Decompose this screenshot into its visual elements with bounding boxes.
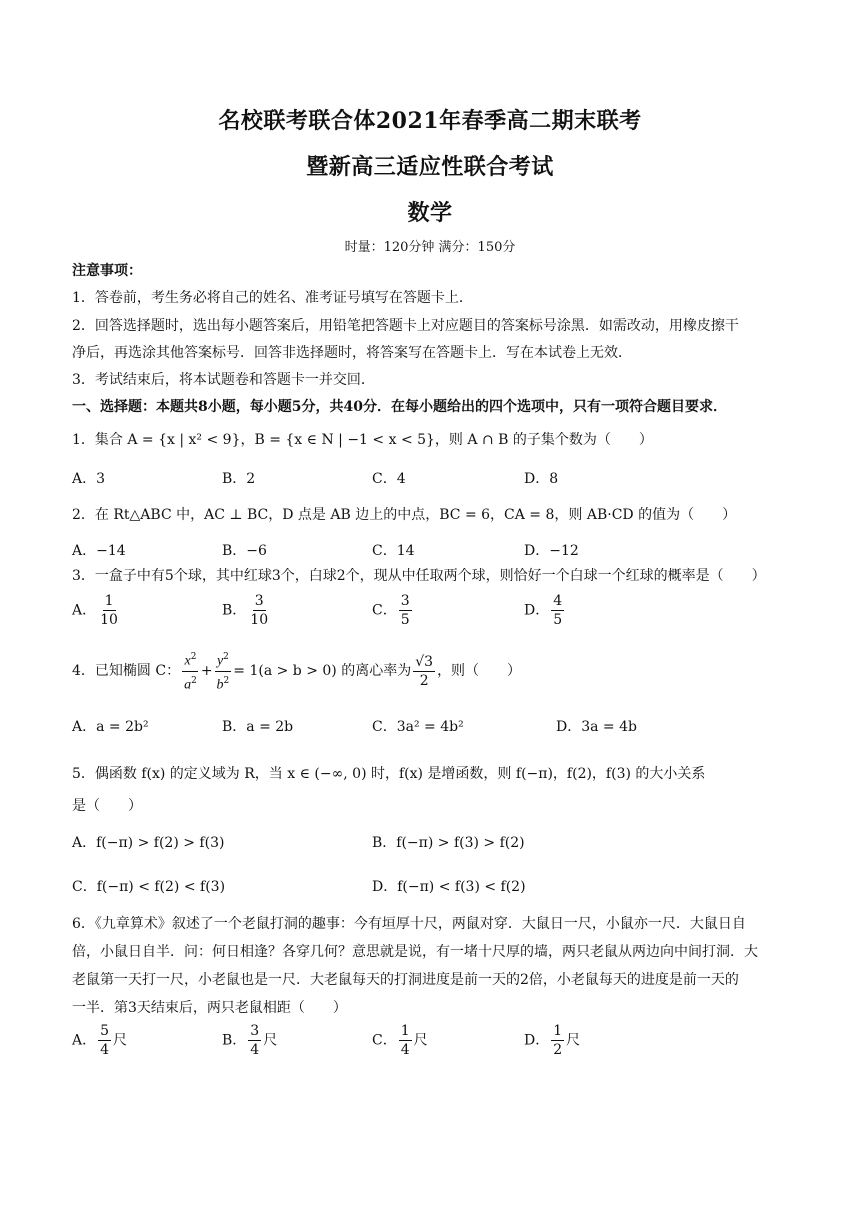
question-6-stem: 一半．第3天结束后，两只老鼠相距（ ） [72,1000,347,1016]
question-2-stem: 2．在 Rt△ABC 中，AC ⊥ BC，D 点是 AB 边上的中点，BC = 6，CA = 8，则 AB·CD 的值为（ ） [72,507,737,523]
q5-option-c: C．f(−π) < f(2) < f(3) [72,879,226,895]
q6-option-a: A． $\frac{5}{4}$ 尺 [72,1023,128,1058]
q5-option-d: D．f(−π) < f(3) < f(2) [372,879,526,895]
q4-option-c: C．3a² = 4b² [372,719,464,735]
question-6-stem: 倍，小鼠日自半．问：何日相逢？各穿几何？意思就是说，有一堵十尺厚的墙，两只老鼠从两边向中间打洞．大 [72,944,758,960]
note-item: 净后，再选涂其他答案标号．回答非选择题时，将答案写在答题卡上．写在本试卷上无效． [72,345,632,361]
q1-option-b: B．2 [222,471,256,487]
question-1-stem: 1．集合 A = {x | x² < 9}，B = {x ∈ N | −1 < x < 5}，则 A ∩ B 的子集个数为（ ） [72,432,653,448]
question-6-stem: 老鼠第一天打一尺，小老鼠也是一尺．大老鼠每天的打洞进度是前一天的2倍，小老鼠每天的进度是前一天的 [72,972,739,988]
notes-heading: 注意事项： [72,263,142,279]
q3-option-a: A． $\frac{1}{10}$ [72,593,118,628]
subject-title: 数学 [407,200,453,226]
note-item: 3．考试结束后，将本试题卷和答题卡一并交回． [72,372,375,388]
q5-option-a: A．f(−π) > f(2) > f(3) [72,835,225,851]
q4-option-d: D．3a = 4b [556,719,637,735]
q6-option-c: C． $\frac{1}{4}$ 尺 [372,1023,428,1058]
q2-option-b: B．−6 [222,543,267,559]
note-item: 2．回答选择题时，选出每小题答案后，用铅笔把答题卡上对应题目的答案标号涂黑．如需改动，用橡皮擦干 [72,318,739,334]
exam-title: 名校联考联合体2021年春季高二期末联考 [218,108,642,134]
question-4-stem: 4．已知椭圆 C： $\frac{x^2}{a^2}$ + $\frac{y^2}{b^2}$ = 1(a > b > 0) 的离心率为 $\frac{√3}{2}$ ，则（ ） [72,648,521,694]
q1-option-c: C．4 [372,471,406,487]
q6-option-b: B． $\frac{3}{4}$ 尺 [222,1023,278,1058]
q6-option-d: D． $\frac{1}{2}$ 尺 [524,1023,581,1058]
q3-option-c: C． $\frac{3}{5}$ [372,593,410,628]
section-heading: 一、选择题：本题共8小题，每小题5分，共40分．在每小题给出的四个选项中，只有一项符合题目要求． [72,399,727,415]
q2-option-a: A．−14 [72,543,126,559]
question-5-stem: 5．偶函数 f(x) 的定义域为 R，当 x ∈ (−∞, 0) 时，f(x) 是增函数，则 f(−π)，f(2)，f(3) 的大小关系 [72,766,706,782]
q4-option-a: A．a = 2b² [72,719,149,735]
q2-option-d: D．−12 [524,543,579,559]
q4-option-b: B．a = 2b [222,719,294,735]
question-5-stem-cont: 是（ ） [72,798,142,814]
q1-option-d: D．8 [524,471,559,487]
exam-subtitle: 暨新高三适应性联合考试 [306,154,554,180]
question-6-stem: 6．《九章算术》叙述了一个老鼠打洞的趣事：今有垣厚十尺，两鼠对穿．大鼠日一尺，小鼠亦一尺．大鼠日自 [72,916,746,932]
q5-option-b: B．f(−π) > f(3) > f(2) [372,835,525,851]
question-3-stem: 3．一盒子中有5个球，其中红球3个，白球2个，现从中任取两个球，则恰好一个白球一个红球的概率是（ ） [72,568,766,584]
q3-option-d: D． $\frac{4}{5}$ [524,593,563,628]
q3-option-b: B． $\frac{3}{10}$ [222,593,269,628]
note-item: 1．答卷前，考生务必将自己的姓名、准考证号填写在答题卡上． [72,290,473,306]
q2-option-c: C．14 [372,543,415,559]
time-info: 时量：120分钟 满分：150分 [344,240,516,255]
q1-option-a: A．3 [72,471,106,487]
